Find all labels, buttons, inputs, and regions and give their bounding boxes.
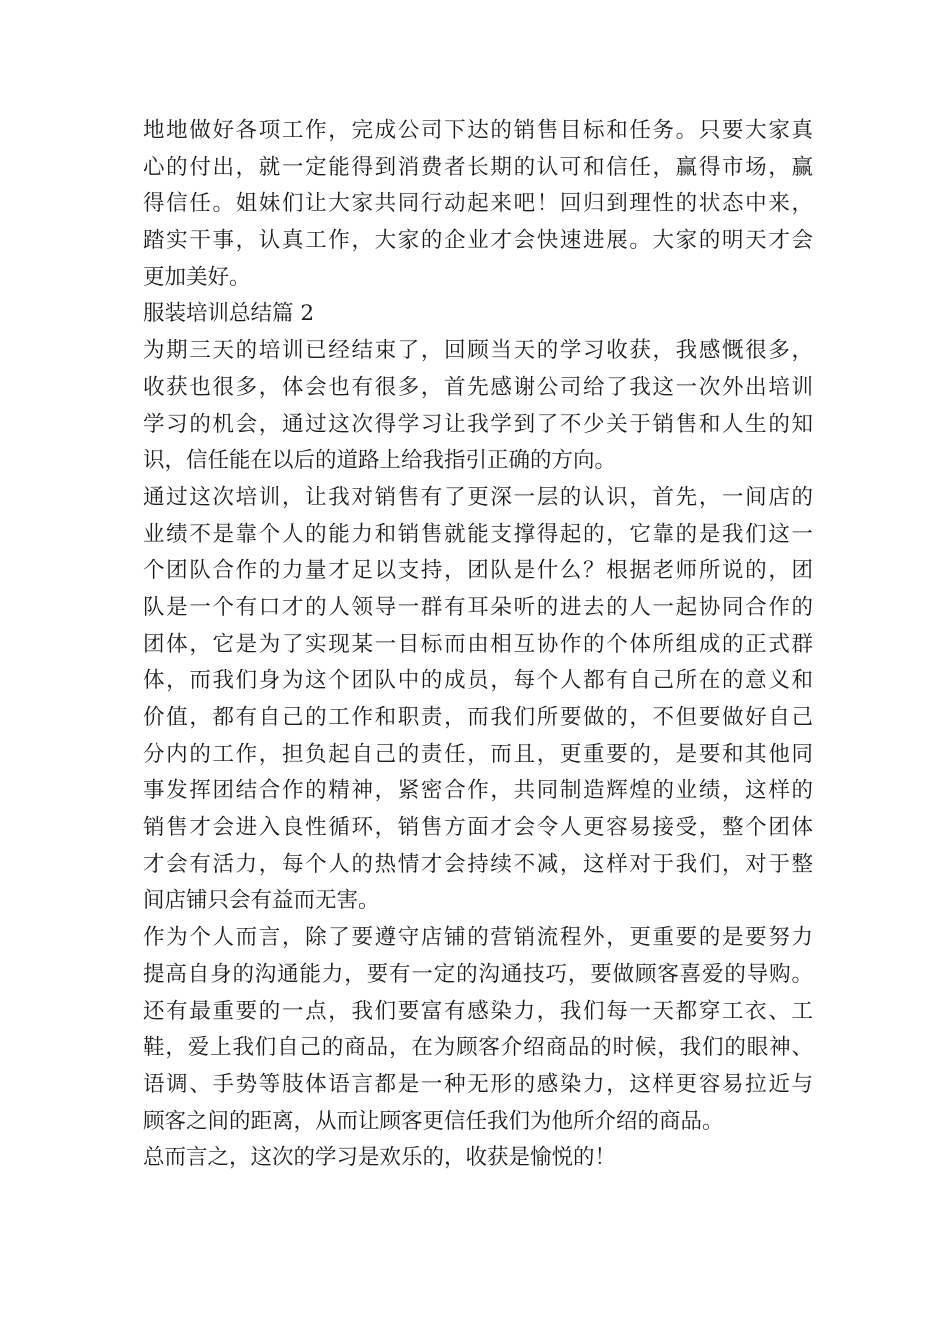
text-line: 事发挥团结合作的精神，紧密合作，共同制造辉煌的业绩，这样的 bbox=[143, 778, 813, 804]
text-line: 踏实干事，认真工作，大家的企业才会快速进展。大家的明天才会 bbox=[143, 228, 813, 254]
text-line: 收获也很多，体会也有很多，首先感谢公司给了我这一次外出培训 bbox=[143, 374, 813, 400]
text-line: 间店铺只会有益而无害。 bbox=[143, 888, 380, 914]
text-line: 队是一个有口才的人领导一群有耳朵听的进去的人一起协同合作的 bbox=[143, 594, 813, 620]
text-line: 顾客之间的距离，从而让顾客更信任我们为他所介绍的商品。 bbox=[143, 1108, 724, 1134]
text-line: 才会有活力，每个人的热情才会持续不减，这样对于我们，对于整 bbox=[143, 851, 813, 877]
section-heading: 服装培训总结篇 2 bbox=[143, 301, 315, 327]
text-line: 还有最重要的一点，我们要富有感染力，我们每一天都穿工衣、工 bbox=[143, 998, 813, 1024]
text-line: 总而言之，这次的学习是欢乐的，收获是愉悦的！ bbox=[143, 1145, 617, 1171]
text-line: 提高自身的沟通能力，要有一定的沟通技巧，要做顾客喜爱的导购。 bbox=[143, 961, 813, 987]
text-line: 鞋，爱上我们自己的商品，在为顾客介绍商品的时候，我们的眼神、 bbox=[143, 1035, 813, 1061]
text-line: 价值，都有自己的工作和职责，而我们所要做的，不但要做好自己 bbox=[143, 705, 813, 730]
text-line: 个团队合作的力量才足以支持，团队是什么？根据老师所说的，团 bbox=[143, 558, 813, 584]
text-line: 得信任。姐妹们让大家共同行动起来吧！回归到理性的状态中来， bbox=[143, 191, 813, 217]
text-line: 体，而我们身为这个团队中的成员，每个人都有自己所在的意义和 bbox=[143, 668, 813, 694]
text-line: 为期三天的培训已经结束了，回顾当天的学习收获，我感慨很多， bbox=[143, 338, 813, 364]
text-line: 作为个人而言，除了要遵守店铺的营销流程外，更重要的是要努力 bbox=[143, 925, 813, 951]
document-body bbox=[143, 113, 813, 1177]
text-line: 学习的机会，通过这次得学习让我学到了不少关于销售和人生的知 bbox=[143, 411, 813, 437]
text-line: 分内的工作，担负起自己的责任，而且，更重要的，是要和其他同 bbox=[143, 741, 813, 767]
text-line: 识，信任能在以后的道路上给我指引正确的方向。 bbox=[143, 448, 617, 474]
text-line: 地地做好各项工作，完成公司下达的销售目标和任务。只要大家真 bbox=[143, 118, 813, 143]
text-line: 业绩不是靠个人的能力和销售就能支撑得起的，它靠的是我们这一 bbox=[143, 521, 813, 547]
text-line: 通过这次培训，让我对销售有了更深一层的认识，首先，一间店的 bbox=[143, 484, 813, 510]
text-line: 语调、手势等肢体语言都是一种无形的感染力，这样更容易拉近与 bbox=[143, 1071, 813, 1097]
text-line: 团体，它是为了实现某一目标而由相互协作的个体所组成的正式群 bbox=[143, 631, 813, 657]
text-line: 销售才会进入良性循环，销售方面才会令人更容易接受，整个团体 bbox=[143, 815, 813, 841]
text-line: 心的付出，就一定能得到消费者长期的认可和信任，赢得市场，赢 bbox=[143, 154, 813, 180]
text-line: 更加美好。 bbox=[143, 264, 251, 290]
